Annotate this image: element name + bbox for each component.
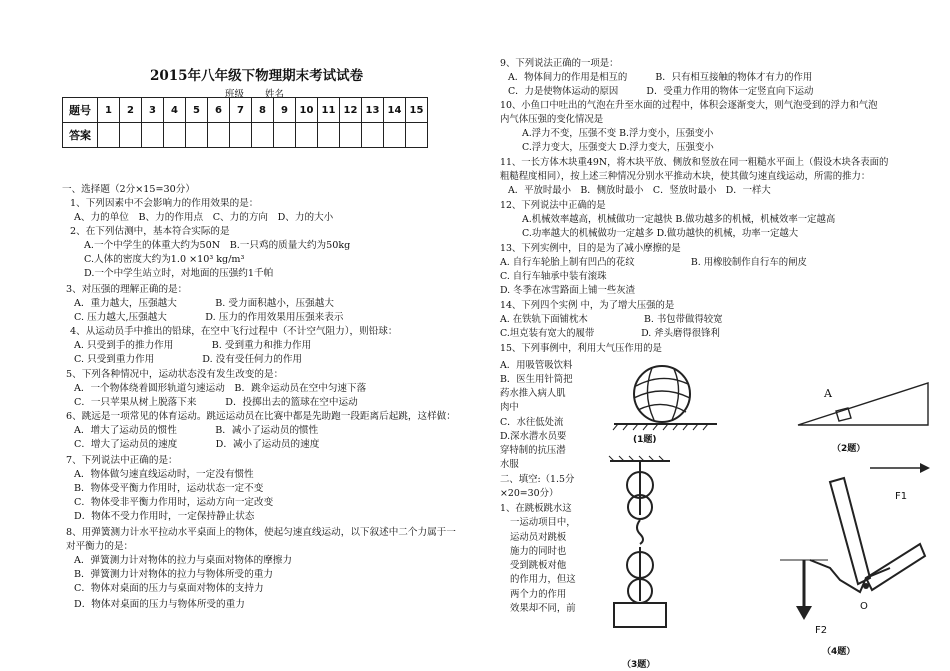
question-line: 的作用力，但这 [510,574,576,585]
question-line: 11、一长方体木块重49N，将木块平放、侧放和竖放在同一粗糙水平面上（假设木块各表面的 [500,157,889,168]
figure-spring-scale [600,455,680,655]
figure-2-caption: （2题） [832,444,866,454]
question-line: A．增大了运动员的惯性 B．减小了运动员的惯性 [74,425,319,436]
question-line: C.浮力变大，压强变大 D.浮力变大，压强变小 [522,142,714,153]
label-f1: F1 [895,491,908,502]
question-line: A．物体做匀速直线运动时，一定没有惯性 [74,469,254,480]
question-line: 效果却不同，前 [510,603,576,614]
question-number-cell: 1 [98,98,120,123]
question-line: 受到跳板对他 [510,560,567,571]
question-line: B．弹簧测力计对物体的拉力与物体所受的重力 [74,569,273,580]
question-line: 1、在跳板跳水这 [500,503,572,514]
question-number-cell: 6 [208,98,230,123]
question-line: 一运动项目中， [510,517,576,528]
answer-cell[interactable] [230,123,252,148]
figure-lever [770,460,940,660]
table-row [63,123,428,148]
question-line: 1、下列因素中不会影响力的作用效果的是： [70,198,259,209]
question-number-cell: 14 [384,98,406,123]
question-line: 水服 [500,459,519,470]
question-line: C. 只受到重力作用 D. 没有受任何力的作用 [74,354,303,365]
figure-incline [788,375,938,435]
question-line: C.功率越大的机械做功一定越多 D.做功越快的机械，功率一定越大 [522,228,799,239]
question-number-cell: 3 [142,98,164,123]
question-line: 6、跳远是一项常见的体育运动。跳远运动员在比赛中都是先助跑一段距离后起跳，这样做： [66,411,456,422]
question-line: 13、下列实例中，目的是为了减小摩擦的是 [500,243,681,254]
label-f2: F2 [815,625,828,636]
answer-cell[interactable] [120,123,142,148]
question-line: D．物体对桌面的压力与物体所受的重力 [74,599,245,610]
answer-cell[interactable] [362,123,384,148]
question-number-cell: 13 [362,98,384,123]
question-line: D.深水潜水员要 [500,431,567,442]
label-a: A [824,387,832,400]
question-line: C. 压力越大,压强越大 D. 压力的作用效果用压强来表示 [74,312,344,323]
question-number-cell: 5 [186,98,208,123]
question-line: 肉中 [500,402,519,413]
question-line: 两个力的作用 [510,589,567,600]
figure-3-caption: （3题） [622,660,656,670]
question-line: A.浮力不变，压强不变 B.浮力变小，压强变小 [522,128,714,139]
question-line: 5、下列各种情况中，运动状态没有发生改变的是： [66,369,284,380]
class-label: 班级 [225,89,245,100]
figure-4-caption: （4题） [822,647,856,657]
answer-cell[interactable] [296,123,318,148]
question-line: C．水往低处流 [500,417,564,428]
question-line: 药水推入病人肌 [500,388,566,399]
question-line: A．用吸管吸饮料 [500,360,573,371]
figure-1-caption: (1题) [633,435,657,445]
question-line: 粗糙程度相同），按上述三种情况分别水平推动木块，使其做匀速直线运动，所需的推力： [500,171,871,182]
table-row [63,98,428,123]
question-line: C. 自行车轴承中装有滚珠 [500,271,607,282]
question-number-cell: 9 [274,98,296,123]
question-line: A．一个物体绕着圆形轨道匀速运动 B．跳伞运动员在空中匀速下落 [74,383,367,394]
question-line: C．物体对桌面的压力与桌面对物体的支持力 [74,583,264,594]
answer-cell[interactable] [318,123,340,148]
answer-cell[interactable] [340,123,362,148]
question-number-cell: 12 [340,98,362,123]
question-line: C.坦克装有宽大的履带 D. 斧头磨得很锋利 [500,328,720,339]
answer-cell[interactable] [252,123,274,148]
question-line: C．一只苹果从树上脱落下来 D．投掷出去的篮球在空中运动 [74,397,358,408]
question-number-cell: 11 [318,98,340,123]
answer-cell[interactable] [208,123,230,148]
question-number-cell: 15 [406,98,428,123]
row-header-number: 题号 [63,98,98,123]
question-line: A. 自行车轮胎上制有凹凸的花纹 B. 用橡胶制作自行车的闸皮 [500,257,807,268]
question-line: B．物体受平衡力作用时，运动状态一定不变 [74,483,264,494]
page-title: 2015年八年级下物理期末考试试卷 [150,68,364,84]
question-line: 二、填空:（1.5分 [500,474,575,485]
answer-table [62,97,428,148]
question-line: C.人体的密度大约为1.0 ×10³ kg/m³ [84,254,245,265]
answer-cell[interactable] [384,123,406,148]
question-line: D. 冬季在冰雪路面上铺一些灰渣 [500,285,636,296]
question-line: 4、从运动员手中推出的铅球，在空中飞行过程中（不计空气阻力），则铅球： [70,326,398,337]
question-line: 一、选择题（2分×15=30分） [62,184,195,195]
question-line: A．重力越大，压强越大 B. 受力面积越小，压强越大 [74,298,334,309]
question-line: A.一个中学生的体重大约为50N B.一只鸡的质量大约为50kg [84,240,351,251]
question-line: 9、下列说法正确的一项是： [500,58,619,69]
question-line: 15、下列事例中，利用大气压作用的是 [500,343,662,354]
question-line: C．物体受非平衡力作用时，运动方向一定改变 [74,497,274,508]
question-line: D.一个中学生站立时，对地面的压强约1千帕 [84,268,274,279]
question-line: 12、下列说法中正确的是 [500,200,606,211]
question-line: A、力的单位 B、力的作用点 C、力的方向 D、力的大小 [74,212,334,223]
question-line: A．平放时最小 B．侧放时最小 C．竖放时最小 D．一样大 [508,185,771,196]
question-line: 运动员对跳板 [510,532,567,543]
answer-cell[interactable] [98,123,120,148]
question-line: 内气体压强的变化情况是 [500,114,604,125]
question-line: A. 只受到手的推力作用 B. 受到重力和推力作用 [74,340,312,351]
question-number-cell: 4 [164,98,186,123]
answer-cell[interactable] [274,123,296,148]
question-line: A．弹簧测力计对物体的拉力与桌面对物体的摩擦力 [74,555,292,566]
question-line: B．医生用针筒把 [500,374,573,385]
question-line: 14、下列四个实例 中，为了增大压强的是 [500,300,675,311]
row-header-answer: 答案 [63,123,98,148]
answer-cell[interactable] [164,123,186,148]
answer-cell[interactable] [186,123,208,148]
figure-ball [612,362,722,432]
question-line: 2、在下列估测中，基本符合实际的是 [70,226,230,237]
question-number-cell: 8 [252,98,274,123]
question-line: C．增大了运动员的速度 D．减小了运动员的速度 [74,439,320,450]
question-line: A.机械效率越高，机械做功一定越快 B.做功越多的机械，机械效率一定越高 [522,214,836,225]
question-number-cell: 2 [120,98,142,123]
question-line: 7、下列说法中正确的是： [66,455,178,466]
question-line: C．力是使物体运动的原因 D．受重力作用的物体一定竖直向下运动 [508,86,814,97]
answer-cell[interactable] [142,123,164,148]
name-label: 姓名 [265,89,285,100]
question-line: 对平衡力的是： [66,541,134,552]
answer-cell[interactable] [406,123,428,148]
question-line: A．物体间力的作用是相互的 B．只有相互接触的物体才有力的作用 [508,72,813,83]
question-line: 3、对压强的理解正确的是： [66,284,188,295]
question-line: A. 在铁轨下面铺枕木 B. 书包带做得较宽 [500,314,723,325]
question-line: 穿特制的抗压潜 [500,445,566,456]
question-number-cell: 7 [230,98,252,123]
question-number-cell: 10 [296,98,318,123]
question-line: 10、小鱼口中吐出的气泡在升至水面的过程中，体积会逐渐变大，则气泡受到的浮力和气泡 [500,100,878,111]
question-line: 8、用弹簧测力计水平拉动水平桌面上的物体，使起匀速直线运动，以下叙述中二个力属于一 [66,527,456,538]
label-o: O [860,601,868,612]
question-line: 施力的同时也 [510,546,567,557]
question-line: D．物体不受力作用时，一定保持静止状态 [74,511,255,522]
question-line: ×20=30分） [500,488,559,499]
